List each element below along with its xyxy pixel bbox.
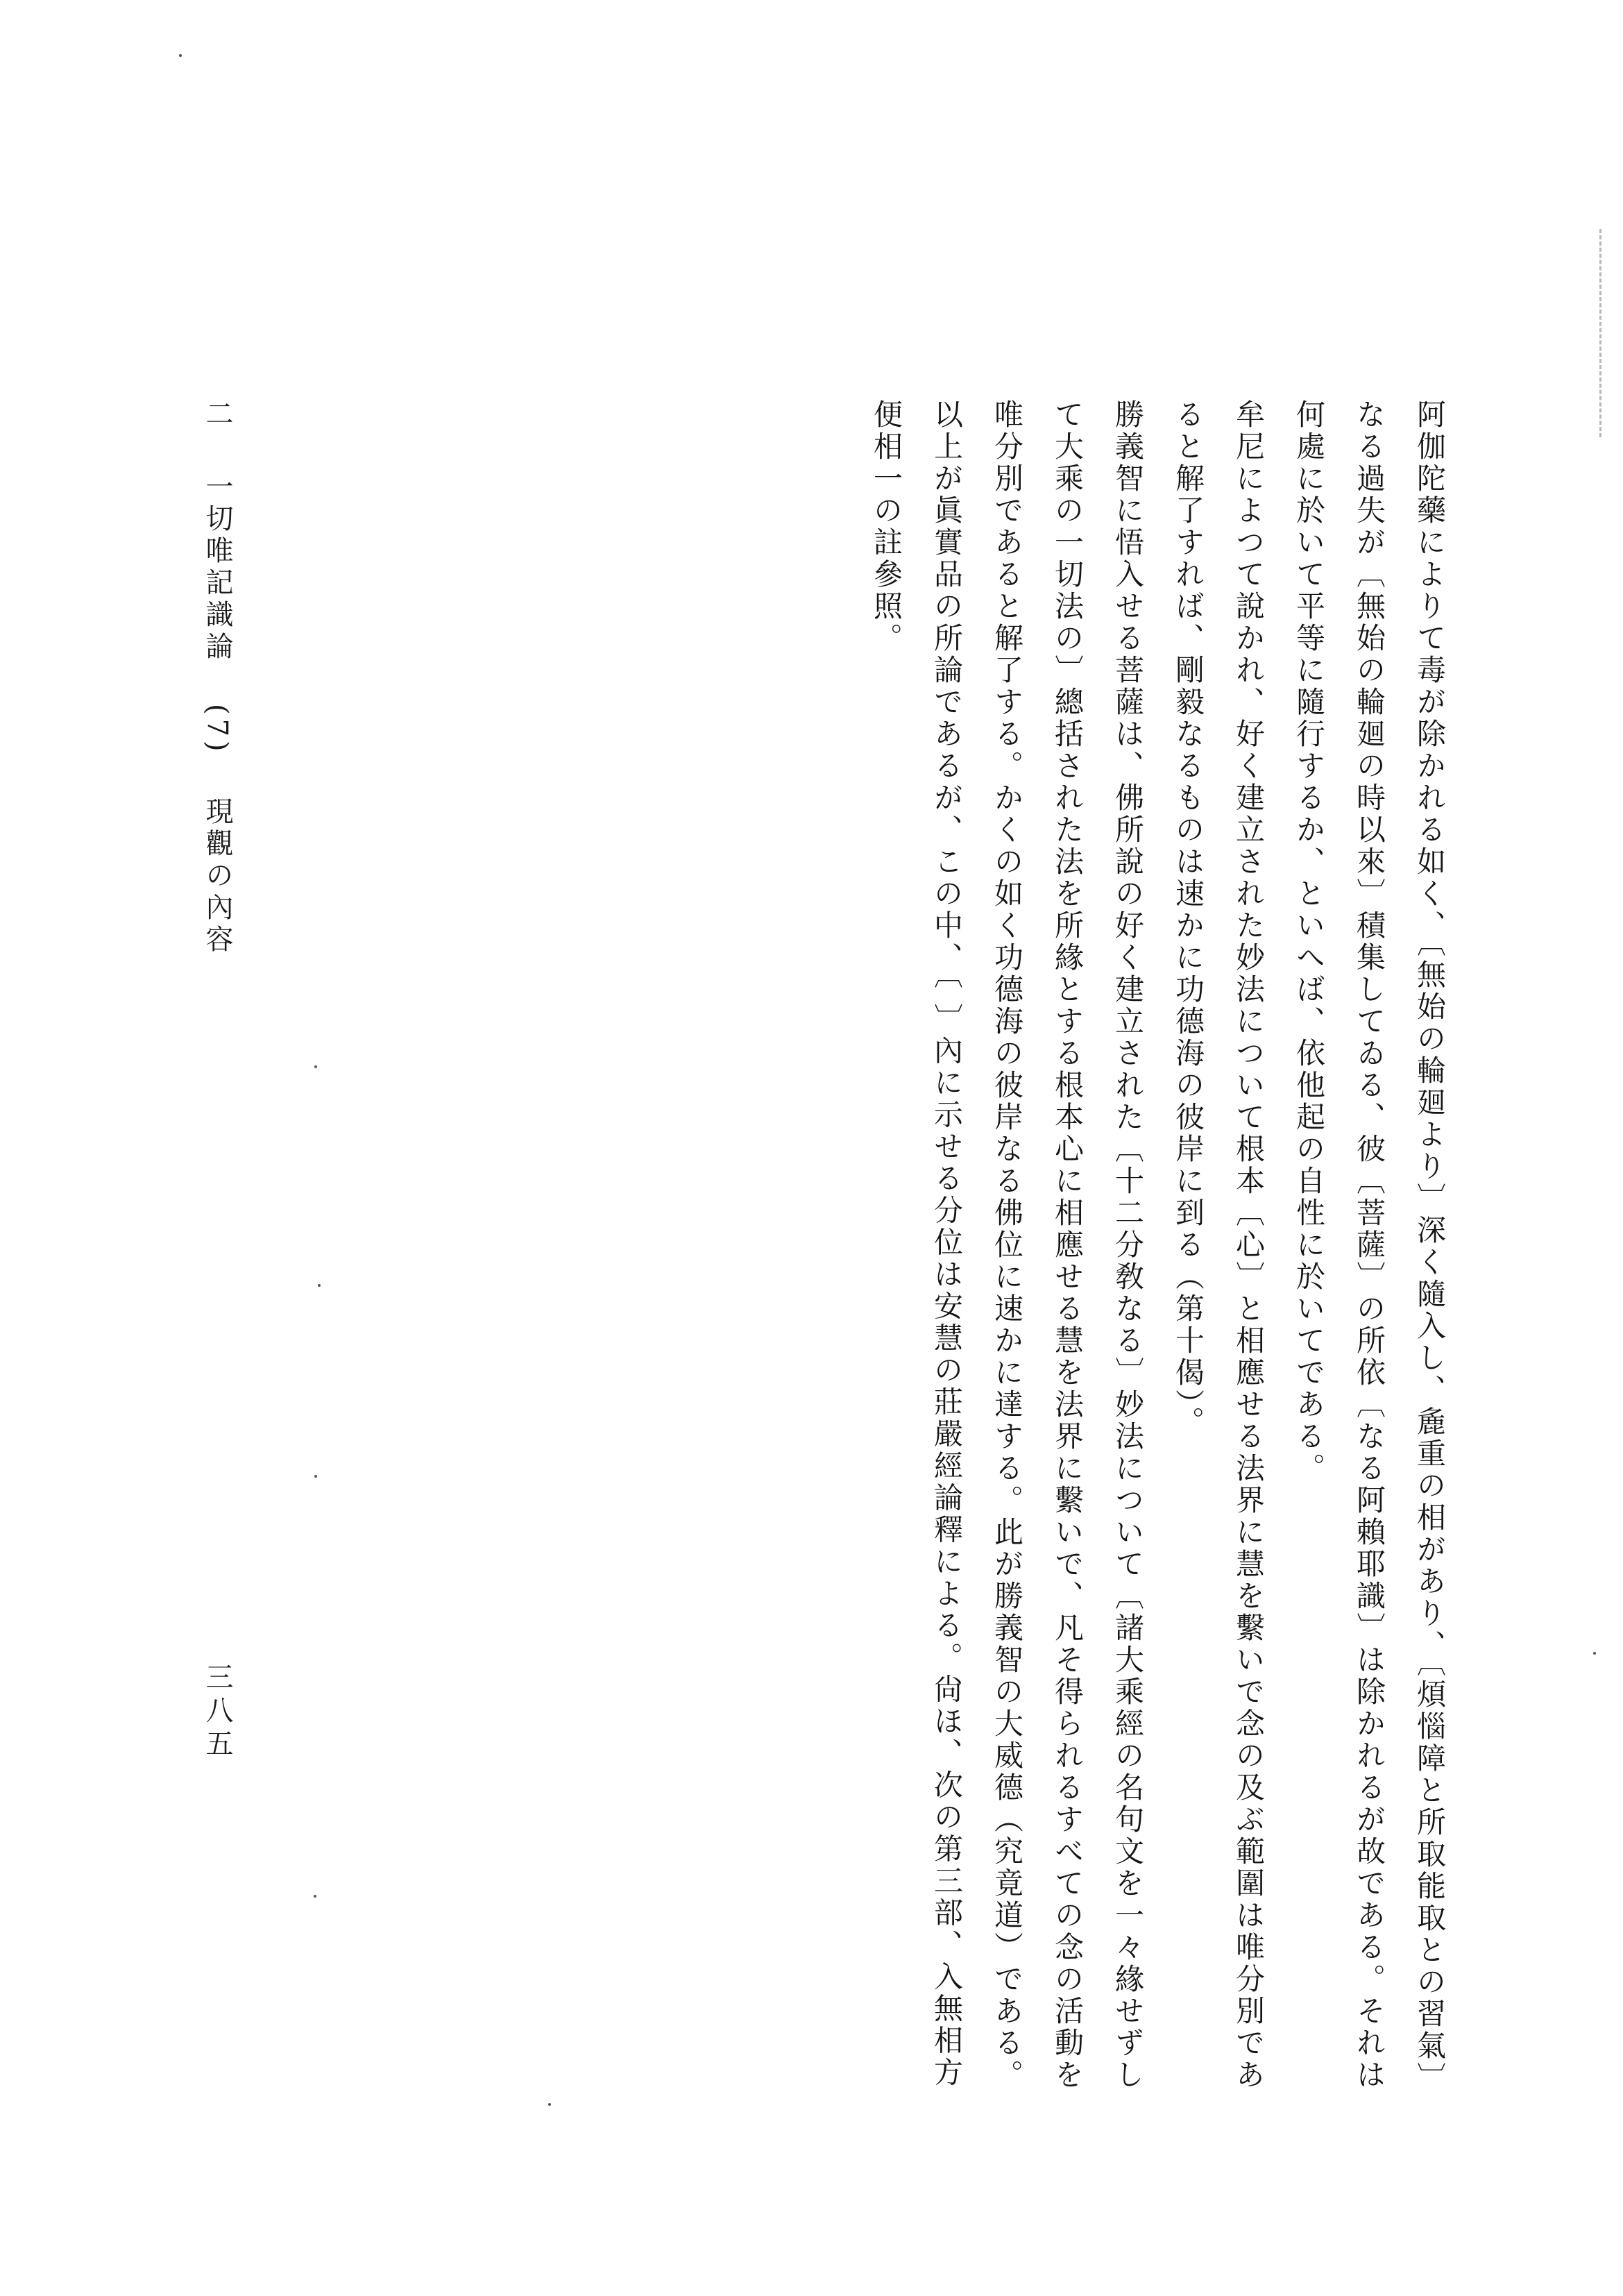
running-header — [198, 399, 237, 1648]
paragraph-1: 阿伽陀藥によりて毒が除かれる如く、〔無始の輪廻より〕深く隨入し、麁重の相があり、〔煩惱障と所取能取との習氣〕なる過失が〔無始の輪廻の時以來〕積集してゐる、彼〔菩薩〕の所依〔なる阿賴耶識〕は除かれるが故である。それは何處に於いて平等に隨行するか、といへば、依他起の自性に於いてである。 — [1292, 399, 1447, 2094]
paragraph-2: 牟尼によつて說かれ、好く建立された妙法について根本〔心〕と相應せる法界に慧を繫いで念の及ぶ範圍は唯分別であると解了すれば、剛毅なるものは速かに功德海の彼岸に到る（第十偈）。 — [1171, 399, 1266, 2091]
main-text-block — [856, 399, 1460, 2100]
scan-edge-artifact — [1599, 229, 1604, 437]
section-title: 一切唯記識論 — [201, 471, 233, 664]
page-number: 三八五 — [201, 1662, 233, 1762]
chapter-number: 二 — [201, 399, 233, 431]
subsection-title: 現觀の內容 — [201, 796, 233, 956]
paragraph-3: 勝義智に悟入せる菩薩は、佛所說の好く建立された〔十二分敎なる〕妙法について〔諸大乘經の名句文を一々緣せずして大乘の一切法の〕總括された法を所緣とする根本心に相應せる慧を法界に繫いで、凡そ得られるすべての念の活動を唯分別であると解了する。かくの如く功德海の彼岸なる佛位に速かに達する。此が勝義智の大威德（究竟道）である。 — [990, 399, 1145, 2091]
scan-speck — [314, 1895, 316, 1898]
paragraph-4: 以上が眞實品の所論であるが、この中、〔 〕內に示せる分位は安慧の莊嚴經論釋による。尙ほ、次の第三部、入無相方便相一の註參照。 — [869, 399, 964, 2089]
scan-speck — [1593, 1652, 1596, 1655]
scan-speck — [179, 54, 182, 57]
section-number: (7) — [201, 704, 233, 757]
scan-speck — [318, 1284, 321, 1287]
scan-speck — [314, 1065, 317, 1068]
scan-speck — [548, 2103, 551, 2106]
scan-speck — [314, 1475, 317, 1478]
